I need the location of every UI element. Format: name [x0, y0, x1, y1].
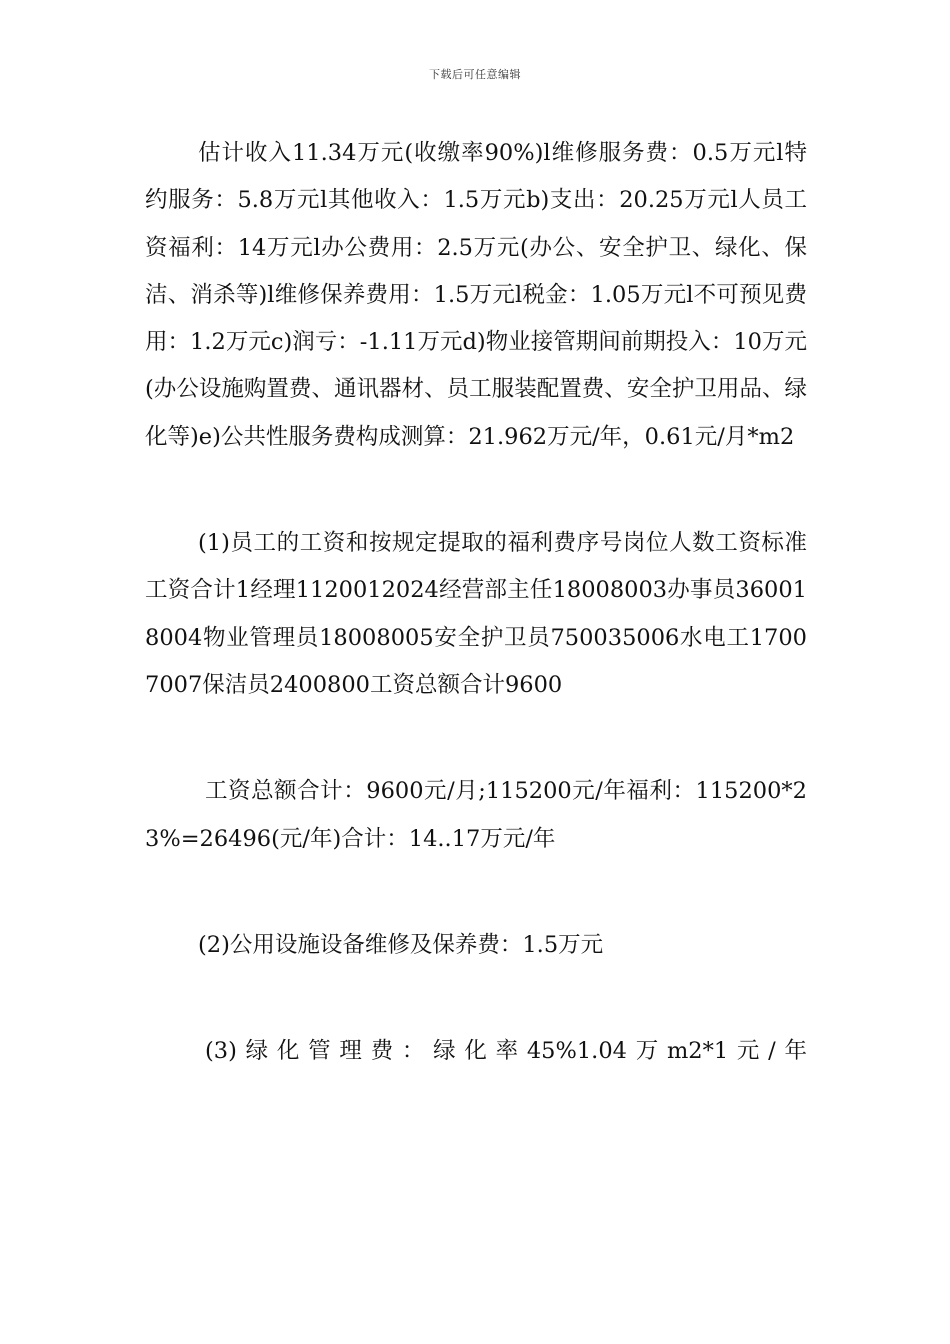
paragraph-greening-fee: (3)绿化管理费：绿化率45%1.04万m2*1元/年: [205, 1038, 807, 1065]
document-body: [145, 130, 807, 1075]
paragraph-maintenance-fee: (2)公用设施设备维修及保养费：1.5万元: [198, 931, 604, 958]
paragraph-wage-total: 工资总额合计：9600元/月;115200元/年福利：115200*23%=26496(元/年)合计：14..17万元/年: [145, 778, 807, 852]
paragraph-staff-wages: (1)员工的工资和按规定提取的福利费序号岗位人数工资标准工资合计1经理1120012024经营部主任18008003办事员360018004物业管理员18008005安全护卫员750035006水电工17007007保洁员2400800工资总额合计9600: [145, 530, 807, 698]
paragraph-budget-summary: 估计收入11.34万元(收缴率90%)l维修服务费：0.5万元l特约服务：5.8万元l其他收入：1.5万元b)支出：20.25万元l人员工资福利：14万元l办公费用：2.5万元(办公、安全护卫、绿化、保洁、消杀等)l维修保养费用：1.5万元l税金：1.05万元l不可预见费用：1.2万元c)润亏：-1.11万元d)物业接管期间前期投入：10万元(办公设施购置费、通讯器材、员工服装配置费、安全护卫用品、绿化等)e)公共性服务费构成测算：21.962万元/年，0.61元/月*m2: [145, 140, 807, 450]
page-header: 下载后可任意编辑: [429, 68, 521, 81]
